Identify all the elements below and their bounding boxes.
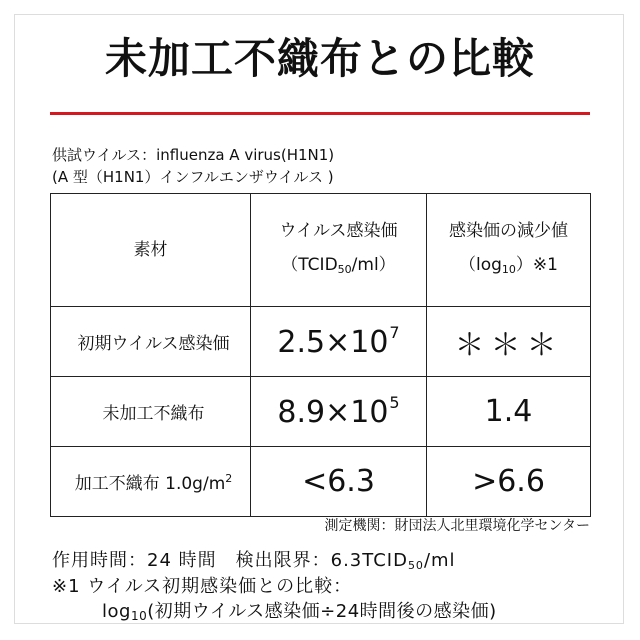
header-reduction	[427, 194, 591, 307]
footnote-1-formula: log10(初期ウイルス感染価÷24時間後の感染価)	[102, 601, 497, 623]
title-divider	[50, 112, 590, 115]
titer-cell: $8.9\times 10^5$	[251, 377, 427, 447]
footnote-1-label: ※1 ウイルス初期感染価との比較：	[52, 576, 353, 597]
header-reduction-label: 感染価の減少値	[449, 220, 568, 241]
test-virus-type-line: (A 型（H1N1）インフルエンザウイルス )	[52, 168, 334, 186]
material-cell: 加工不織布 $1.0g/m^2$	[51, 447, 251, 517]
titer-cell: <6.3	[251, 447, 427, 517]
table-header-row	[51, 194, 591, 307]
header-titer-label: ウイルス感染価	[279, 220, 398, 241]
header-reduction-unit: （log10）※1	[459, 254, 558, 276]
header-material: 素材	[51, 194, 251, 307]
table-row	[51, 307, 591, 377]
table-row	[51, 447, 591, 517]
reduction-cell: 1.4	[427, 377, 591, 447]
footnote-conditions: 作用時間：24 時間 検出限界：6.3TCID50/ml	[52, 550, 456, 572]
table-row	[51, 377, 591, 447]
material-cell: 未加工不織布	[51, 377, 251, 447]
measuring-agency: 測定機関：財団法人北里環境化学センター	[324, 518, 590, 534]
header-titer-unit: （TCID50/ml）	[281, 254, 396, 276]
header-titer	[251, 194, 427, 307]
titer-cell: $2.5\times 10^7$	[251, 307, 427, 377]
page-title: 未加工不織布との比較	[104, 34, 535, 83]
reduction-cell: ＊＊＊	[427, 307, 591, 377]
comparison-table	[50, 193, 591, 517]
test-virus-line: 供試ウイルス：influenza A virus(H1N1)	[52, 146, 335, 164]
reduction-cell: >6.6	[427, 447, 591, 517]
material-cell: 初期ウイルス感染価	[51, 307, 251, 377]
